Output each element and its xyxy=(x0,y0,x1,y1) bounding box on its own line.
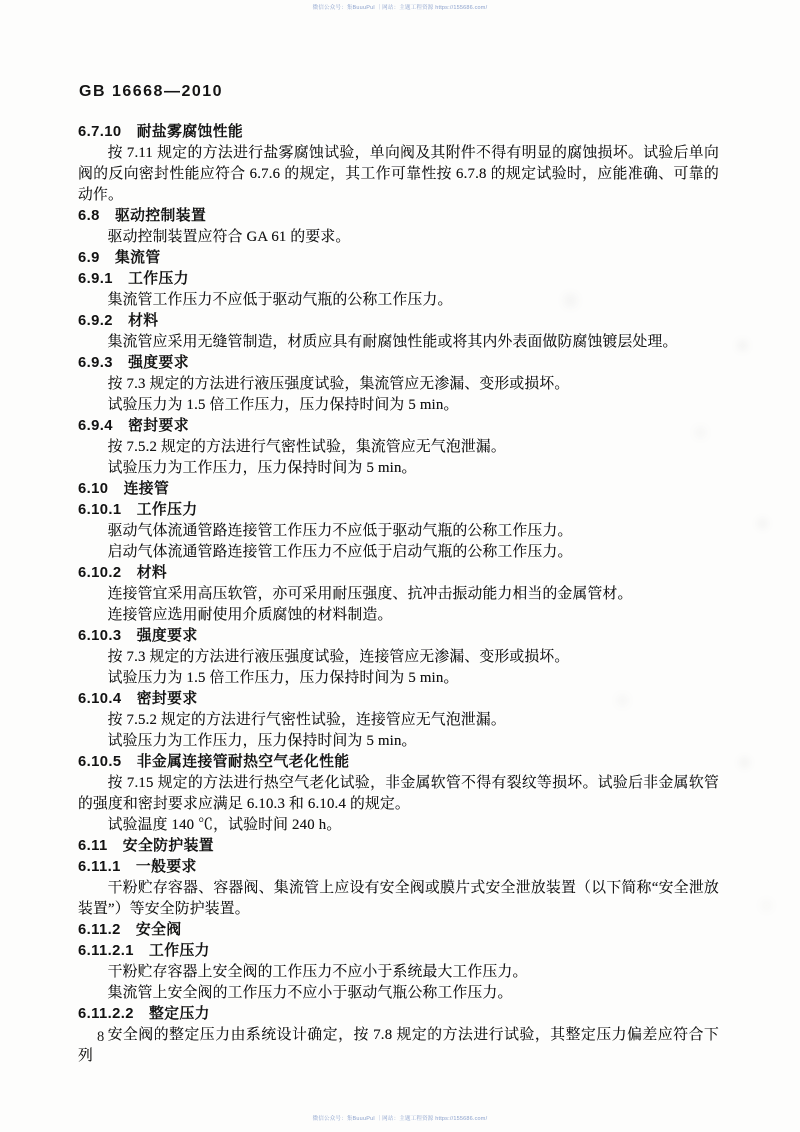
paragraph: 按 7.5.2 规定的方法进行气密性试验，集流管应无气泡泄漏。 xyxy=(107,439,506,455)
standard-code-header: GB 16668—2010 xyxy=(79,83,224,100)
paragraph: 按 7.3 规定的方法进行液压强度试验，连接管应无渗漏、变形或损坏。 xyxy=(107,649,570,665)
paragraph: 试验压力为 1.5 倍工作压力，压力保持时间为 5 min。 xyxy=(107,397,459,413)
section-heading: 6.10 连接管 xyxy=(78,481,170,497)
paragraph: 按 7.15 规定的方法进行热空气老化试验，非金属软管不得有裂纹等损坏。试验后非金属软管的强度和密封要求应满足 6.10.3 和 6.10.4 的规定。 xyxy=(78,775,719,812)
section-heading: 6.11.2.2 整定压力 xyxy=(78,1006,210,1022)
section-heading: 6.7.10 耐盐雾腐蚀性能 xyxy=(78,124,244,140)
document-body xyxy=(78,122,719,1067)
section-heading: 6.10.1 工作压力 xyxy=(78,502,198,518)
section-heading: 6.9 集流管 xyxy=(78,250,161,266)
paragraph: 试验压力为工作压力，压力保持时间为 5 min。 xyxy=(107,733,417,749)
paragraph: 按 7.5.2 规定的方法进行气密性试验，连接管应无气泡泄漏。 xyxy=(107,712,506,728)
paragraph: 集流管工作压力不应低于驱动气瓶的公称工作压力。 xyxy=(107,292,453,308)
paragraph: 集流管应采用无缝管制造，材质应具有耐腐蚀性能或将其内外表面做防腐蚀镀层处理。 xyxy=(107,334,678,350)
section-heading: 6.11 安全防护装置 xyxy=(78,838,214,854)
section-heading: 6.11.1 一般要求 xyxy=(78,859,197,875)
paragraph: 集流管上安全阀的工作压力不应小于驱动气瓶公称工作压力。 xyxy=(107,985,513,1001)
scan-artifacts xyxy=(0,0,1,1)
section-heading: 6.9.1 工作压力 xyxy=(78,271,189,287)
section-heading: 6.9.3 强度要求 xyxy=(78,355,189,371)
paragraph: 安全阀的整定压力由系统设计确定，按 7.8 规定的方法进行试验，其整定压力偏差应符合下列 xyxy=(78,1027,719,1064)
paragraph: 驱动气体流通管路连接管工作压力不应低于驱动气瓶的公称工作压力。 xyxy=(107,523,573,539)
paragraph: 干粉贮存容器、容器阀、集流管上应设有安全阀或膜片式安全泄放装置（以下简称“安全泄放装置”）等安全防护装置。 xyxy=(78,880,719,917)
watermark-bottom: 微信公众号：集BuuuPul ｜网站：主题工程资源 https://155686.com/ xyxy=(312,1116,488,1122)
section-heading: 6.11.2.1 工作压力 xyxy=(78,943,210,959)
section-heading: 6.10.2 材料 xyxy=(78,565,168,581)
paragraph: 试验压力为工作压力，压力保持时间为 5 min。 xyxy=(107,460,417,476)
section-heading: 6.10.4 密封要求 xyxy=(78,691,198,707)
section-heading: 6.10.3 强度要求 xyxy=(78,628,198,644)
paragraph: 试验温度 140 ℃，试验时间 240 h。 xyxy=(107,817,342,833)
section-heading: 6.11.2 安全阀 xyxy=(78,922,182,938)
paragraph: 启动气体流通管路连接管工作压力不应低于启动气瓶的公称工作压力。 xyxy=(107,544,573,560)
paragraph: 连接管宜采用高压软管，亦可采用耐压强度、抗冲击振动能力相当的金属管材。 xyxy=(107,586,633,602)
watermark-top: 微信公众号：集BuuuPul ｜网站：主题工程资源 https://155686.com/ xyxy=(312,5,488,11)
paragraph: 按 7.11 规定的方法进行盐雾腐蚀试验，单向阀及其附件不得有明显的腐蚀损坏。试验后单向阀的反向密封性能应符合 6.7.6 的规定，其工作可靠性按 6.7.8 的规定试验时，应能准确、可靠的动作。 xyxy=(78,145,719,203)
section-heading: 6.10.5 非金属连接管耐热空气老化性能 xyxy=(78,754,350,770)
section-heading: 6.9.2 材料 xyxy=(78,313,159,329)
paragraph: 干粉贮存容器上安全阀的工作压力不应小于系统最大工作压力。 xyxy=(107,964,528,980)
paragraph: 试验压力为 1.5 倍工作压力，压力保持时间为 5 min。 xyxy=(107,670,459,686)
paragraph: 按 7.3 规定的方法进行液压强度试验，集流管应无渗漏、变形或损坏。 xyxy=(107,376,570,392)
paragraph: 连接管应选用耐使用介质腐蚀的材料制造。 xyxy=(107,607,393,623)
section-heading: 6.9.4 密封要求 xyxy=(78,418,189,434)
paragraph: 驱动控制装置应符合 GA 61 的要求。 xyxy=(107,229,351,245)
section-heading: 6.8 驱动控制装置 xyxy=(78,208,207,224)
page-number: 8 xyxy=(97,1029,105,1045)
